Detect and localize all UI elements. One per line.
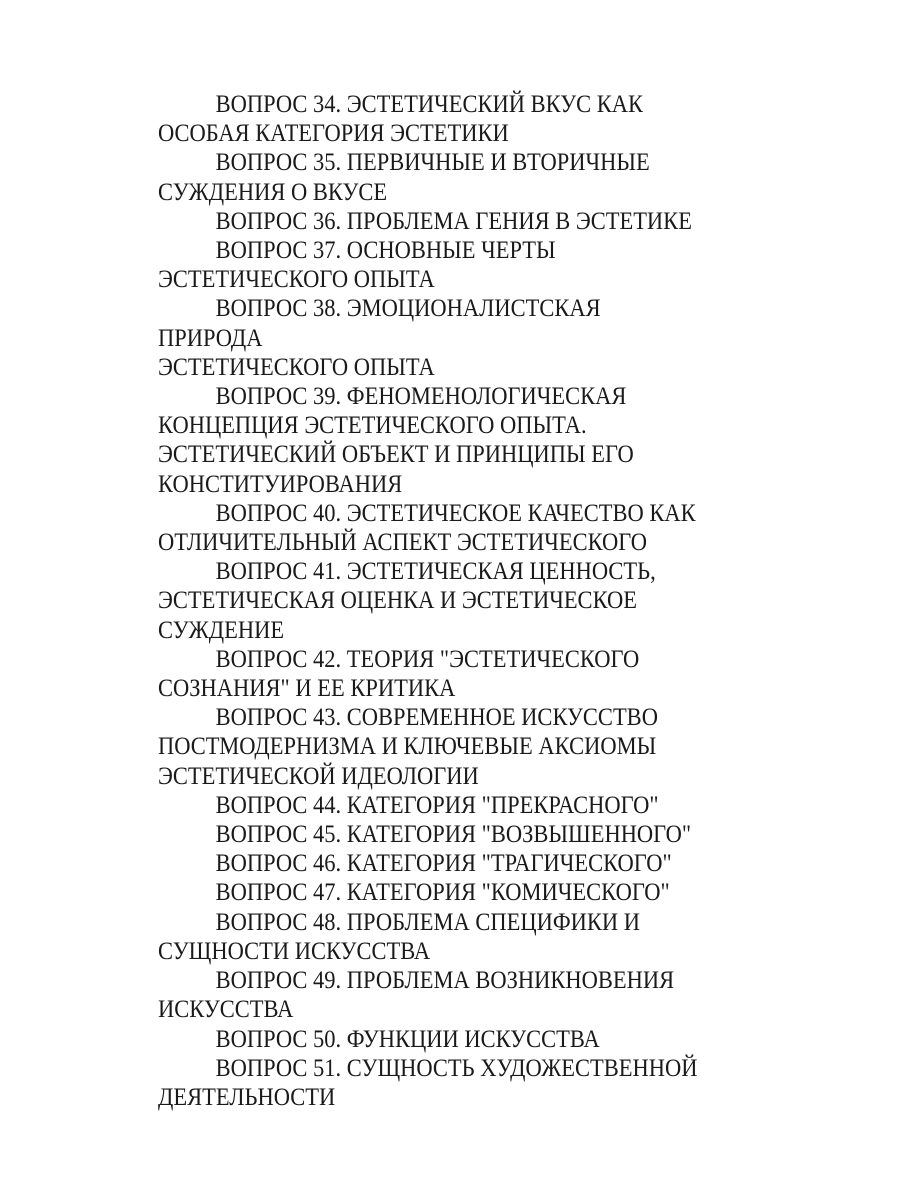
question-entry-35: ВОПРОС 35. ПЕРВИЧНЫЕ И ВТОРИЧНЫЕ СУЖДЕНИЯ О ВКУСЕ	[158, 149, 650, 206]
question-entry-34: ВОПРОС 34. ЭСТЕТИЧЕСКИЙ ВКУС КАК ОСОБАЯ КАТЕГОРИЯ ЭСТЕТИКИ	[158, 91, 644, 148]
question-entry-39: ВОПРОС 39. ФЕНОМЕНОЛОГИЧЕСКАЯ КОНЦЕПЦИЯ ЭСТЕТИЧЕСКОГО ОПЫТА. ЭСТЕТИЧЕСКИЙ ОБЪЕКТ И ПРИНЦИПЫ ЕГО КОНСТИТУИРОВАНИЯ	[158, 383, 634, 498]
question-entry-37: ВОПРОС 37. ОСНОВНЫЕ ЧЕРТЫ ЭСТЕТИЧЕСКОГО ОПЫТА	[158, 237, 556, 294]
question-entry-41: ВОПРОС 41. ЭСТЕТИЧЕСКАЯ ЦЕННОСТЬ, ЭСТЕТИЧЕСКАЯ ОЦЕНКА И ЭСТЕТИЧЕСКОЕ СУЖДЕНИЕ	[158, 558, 656, 644]
question-entry-49: ВОПРОС 49. ПРОБЛЕМА ВОЗНИКНОВЕНИЯ ИСКУССТВА	[158, 967, 675, 1024]
question-entry-43: ВОПРОС 43. СОВРЕМЕННОЕ ИСКУССТВО ПОСТМОДЕРНИЗМА И КЛЮЧЕВЫЕ АКСИОМЫ ЭСТЕТИЧЕСКОЙ ИДЕОЛОГИИ	[158, 704, 658, 790]
question-entry-45: ВОПРОС 45. КАТЕГОРИЯ "ВОЗВЫШЕННОГО"	[215, 821, 692, 849]
question-entry-36: ВОПРОС 36. ПРОБЛЕМА ГЕНИЯ В ЭСТЕТИКЕ	[215, 207, 692, 235]
question-list	[158, 90, 698, 1112]
question-entry-46: ВОПРОС 46. КАТЕГОРИЯ "ТРАГИЧЕСКОГО"	[215, 850, 672, 878]
question-entry-40: ВОПРОС 40. ЭСТЕТИЧЕСКОЕ КАЧЕСТВО КАК ОТЛИЧИТЕЛЬНЫЙ АСПЕКТ ЭСТЕТИЧЕСКОГО	[158, 499, 696, 557]
question-entry-38: ВОПРОС 38. ЭМОЦИОНАЛИСТСКАЯ ПРИРОДА ЭСТЕТИЧЕСКОГО ОПЫТА	[158, 295, 601, 381]
question-entry-44: ВОПРОС 44. КАТЕГОРИЯ "ПРЕКРАСНОГО"	[215, 791, 659, 819]
question-entry-47: ВОПРОС 47. КАТЕГОРИЯ "КОМИЧЕСКОГО"	[215, 879, 670, 907]
question-entry-50: ВОПРОС 50. ФУНКЦИИ ИСКУССТВА	[215, 1025, 600, 1053]
question-entry-51: ВОПРОС 51. СУЩНОСТЬ ХУДОЖЕСТВЕННОЙ ДЕЯТЕЛЬНОСТИ	[158, 1054, 698, 1111]
question-entry-48: ВОПРОС 48. ПРОБЛЕМА СПЕЦИФИКИ И СУЩНОСТИ ИСКУССТВА	[158, 908, 640, 965]
question-entry-42: ВОПРОС 42. ТЕОРИЯ "ЭСТЕТИЧЕСКОГО СОЗНАНИЯ" И ЕЕ КРИТИКА	[158, 645, 640, 703]
